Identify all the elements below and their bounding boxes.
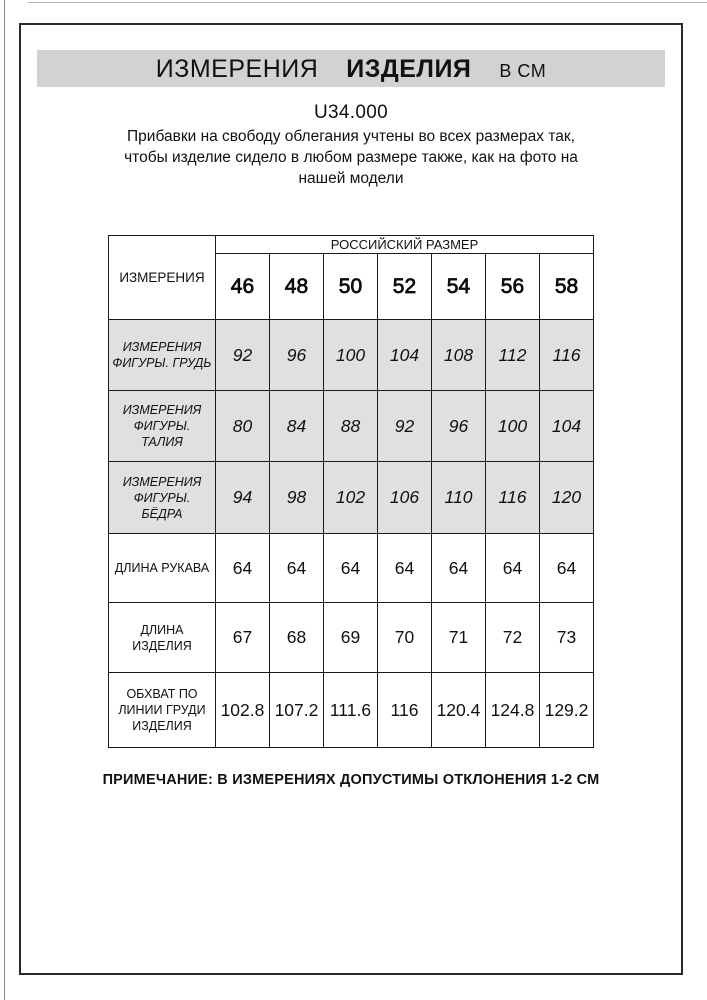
cell-value: 80 bbox=[215, 391, 269, 462]
model-code: U34.000 bbox=[314, 102, 388, 123]
cell-value: 116 bbox=[377, 673, 431, 748]
table-corner-header: ИЗМЕРЕНИЯ bbox=[108, 236, 215, 320]
cell-value: 98 bbox=[269, 462, 323, 534]
scan-artifact-left-edge bbox=[4, 0, 5, 1000]
row-label: ДЛИНА РУКАВА bbox=[108, 534, 215, 603]
cell-value: 64 bbox=[431, 534, 485, 603]
cell-value: 102.8 bbox=[215, 673, 269, 748]
size-header: 50 bbox=[323, 254, 377, 320]
description-line-3: нашей модели bbox=[298, 170, 404, 187]
table-size-group-header: РОССИЙСКИЙ РАЗМЕР bbox=[215, 236, 593, 254]
title-word-measurements: ИЗМЕРЕНИЯ bbox=[155, 55, 319, 83]
size-header: 48 bbox=[269, 254, 323, 320]
row-label: ОБХВАТ ПО ЛИНИИ ГРУДИ ИЗДЕЛИЯ bbox=[108, 673, 215, 748]
cell-value: 70 bbox=[377, 603, 431, 673]
size-header: 46 bbox=[215, 254, 269, 320]
table-row-chest-girth bbox=[108, 673, 593, 748]
footer-note: ПРИМЕЧАНИЕ: В ИЗМЕРЕНИЯХ ДОПУСТИМЫ ОТКЛОНЕНИЯ 1-2 СМ bbox=[102, 772, 600, 788]
page-frame bbox=[19, 23, 683, 975]
cell-value: 68 bbox=[269, 603, 323, 673]
cell-value: 92 bbox=[215, 320, 269, 391]
cell-value: 110 bbox=[431, 462, 485, 534]
cell-value: 106 bbox=[377, 462, 431, 534]
cell-value: 111.6 bbox=[323, 673, 377, 748]
cell-value: 96 bbox=[269, 320, 323, 391]
cell-value: 96 bbox=[431, 391, 485, 462]
title-unit: В СМ bbox=[499, 61, 547, 81]
cell-value: 64 bbox=[269, 534, 323, 603]
cell-value: 116 bbox=[485, 462, 539, 534]
table-row-figure-chest bbox=[108, 320, 593, 391]
cell-value: 88 bbox=[323, 391, 377, 462]
row-label: ИЗМЕРЕНИЯ ФИГУРЫ. БЁДРА bbox=[108, 462, 215, 534]
table-row-figure-waist bbox=[108, 391, 593, 462]
cell-value: 104 bbox=[539, 391, 593, 462]
cell-value: 64 bbox=[215, 534, 269, 603]
cell-value: 102 bbox=[323, 462, 377, 534]
cell-value: 64 bbox=[323, 534, 377, 603]
cell-value: 104 bbox=[377, 320, 431, 391]
cell-value: 72 bbox=[485, 603, 539, 673]
table-row-product-length bbox=[108, 603, 593, 673]
row-label: ИЗМЕРЕНИЯ ФИГУРЫ. ТАЛИЯ bbox=[108, 391, 215, 462]
size-header: 52 bbox=[377, 254, 431, 320]
cell-value: 73 bbox=[539, 603, 593, 673]
cell-value: 116 bbox=[539, 320, 593, 391]
row-label: ИЗМЕРЕНИЯ ФИГУРЫ. ГРУДЬ bbox=[108, 320, 215, 391]
title-bar bbox=[37, 50, 665, 87]
cell-value: 112 bbox=[485, 320, 539, 391]
table-row-sleeve-length bbox=[108, 534, 593, 603]
cell-value: 120 bbox=[539, 462, 593, 534]
cell-value: 120.4 bbox=[431, 673, 485, 748]
cell-value: 108 bbox=[431, 320, 485, 391]
cell-value: 92 bbox=[377, 391, 431, 462]
size-header: 54 bbox=[431, 254, 485, 320]
row-label: ДЛИНА ИЗДЕЛИЯ bbox=[108, 603, 215, 673]
title-word-product: ИЗДЕЛИЯ bbox=[346, 55, 472, 83]
description-line-2: чтобы изделие сидело в любом размере также, как на фото на bbox=[124, 149, 578, 166]
cell-value: 94 bbox=[215, 462, 269, 534]
cell-value: 124.8 bbox=[485, 673, 539, 748]
cell-value: 64 bbox=[485, 534, 539, 603]
size-header: 58 bbox=[539, 254, 593, 320]
cell-value: 71 bbox=[431, 603, 485, 673]
cell-value: 84 bbox=[269, 391, 323, 462]
size-table bbox=[108, 235, 594, 748]
cell-value: 107.2 bbox=[269, 673, 323, 748]
cell-value: 100 bbox=[323, 320, 377, 391]
cell-value: 129.2 bbox=[539, 673, 593, 748]
cell-value: 69 bbox=[323, 603, 377, 673]
cell-value: 64 bbox=[539, 534, 593, 603]
cell-value: 67 bbox=[215, 603, 269, 673]
table-row-figure-hips bbox=[108, 462, 593, 534]
description-text bbox=[101, 126, 601, 189]
scan-artifact-top-edge bbox=[28, 2, 707, 3]
cell-value: 64 bbox=[377, 534, 431, 603]
size-header: 56 bbox=[485, 254, 539, 320]
description-line-1: Прибавки на свободу облегания учтены во всех размерах так, bbox=[127, 128, 575, 145]
cell-value: 100 bbox=[485, 391, 539, 462]
